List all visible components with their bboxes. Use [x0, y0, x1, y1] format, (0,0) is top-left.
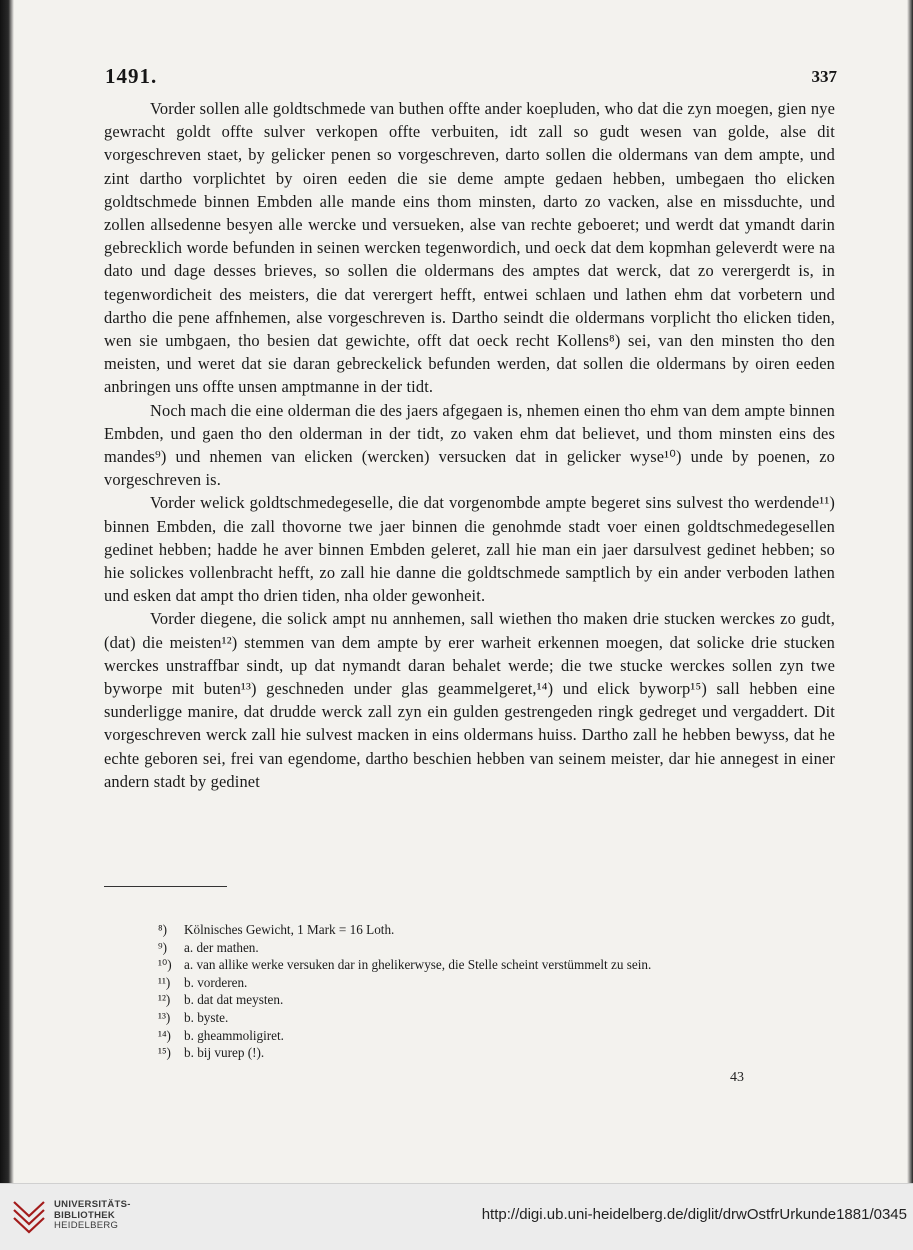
footnote-divider — [104, 886, 227, 887]
scan-edge-right — [907, 0, 913, 1183]
footnotes — [158, 921, 768, 1062]
footnote — [158, 956, 768, 974]
library-name-line: HEIDELBERG — [54, 1220, 119, 1231]
footnote — [158, 1009, 768, 1027]
body-text — [104, 97, 835, 793]
footnote-text: b. bij vurep (!). — [184, 1045, 265, 1061]
library-logo-icon — [10, 1196, 48, 1238]
paragraph: Vorder diegene, die solick ampt nu annhemen, sall wiethen tho maken drie stucken werckes zo gudt, (dat) die meisten¹²) stemmen van dem ampte by erer warheit erkennen moegen, dat solicke drie stucken werckes unstraffbar sindt, up dat nymandt daran behalet werde; die twe stucke werckes sollen zyn twe byworpe mit buten¹³) geschneden under glas geammelgeret,¹⁴) und elick byworp¹⁵) sall hebben eine sunderligge manire, dat drudde werck zall zyn ein gulden gestrengeden ringk gedreget und vergaddert. Dit vorgeschreven werck zall hie sulvest macken in eins oldermans huiss. Dartho zall he hebben bewyss, dat he echte geboren sei, frei van egendome, dartho beschien hebben van seinem meister, dar hie annegest in einer andern stadt by gedinet — [104, 609, 835, 791]
footnote-number: ¹²) — [158, 992, 171, 1008]
footnote-text: a. der mathen. — [184, 939, 259, 955]
library-name-line: BIBLIOTHEK — [54, 1209, 116, 1221]
footnote — [158, 1027, 768, 1045]
footnote — [158, 1044, 768, 1062]
footnote — [158, 921, 768, 939]
footnote — [158, 991, 768, 1009]
footnote-number: ⁹) — [158, 939, 167, 955]
paragraph: Vorder welick goldtschmedegeselle, die dat vorgenombde ampte begeret sins sulvest tho werdende¹¹) binnen Embden, die zall thovorne twe jaer binnen die genohmde stadt voer einen goldtschmedegesellen gedinet hebben; hadde he aver binnen Embden geleret, zall hie man ein jaer darsulvest gedinet hebben; so hie solickes vollenbracht hefft, zo zall hie danne die goldtschmede samptlich by ein ander verboden lathen und esken dat ampt tho drien tiden, nha older gewonheit. — [104, 493, 835, 606]
footnote-text: b. vorderen. — [184, 974, 248, 990]
footnote-text: Kölnisches Gewicht, 1 Mark = 16 Loth. — [184, 922, 395, 937]
footnote-number: ¹⁵) — [158, 1045, 171, 1061]
page-header — [105, 64, 837, 88]
footnote-number: ¹¹) — [158, 974, 171, 990]
viewer-footer — [0, 1183, 913, 1250]
library-name-line: UNIVERSITÄTS- — [54, 1199, 131, 1210]
footnote-number: ¹⁰) — [158, 957, 172, 973]
footnote-text: b. byste. — [184, 1009, 229, 1025]
footnote-number: ⁸) — [158, 922, 167, 937]
footnote-text: a. van allike werke versuken dar in ghelikerwyse, die Stelle scheint verstümmelt zu sein. — [184, 957, 652, 973]
scan-edge-left — [0, 0, 14, 1183]
footnote-number: ¹⁴) — [158, 1027, 171, 1043]
signature-mark: 43 — [730, 1070, 744, 1085]
header-year: 1491. — [105, 64, 158, 88]
library-name — [54, 1200, 131, 1232]
page-number: 337 — [811, 67, 837, 86]
footnote-text: b. gheammoligiret. — [184, 1027, 284, 1043]
footnote-number: ¹³) — [158, 1009, 171, 1025]
paragraph: Vorder sollen alle goldtschmede van buthen offte ander koepluden, who dat die zyn moegen, gien nye gewracht goldt offte sulver verkopen offte verbuiten, idt zall so gudt wesen van golde, alse dit vorgeschreven staet, by gelicker penen so vorgeschreven, darto sollen die oldermans van dem ampte, und zint dartho vorplichtet by oiren eeden die sie deme ampte gedaen hebben, umbegaen tho elicken goldtschmede binnen Embden alle mande eins thom minsten, darto zo vacken, alse en missduchte, und zollen allsedenne besyen alle wercke und versueken, alse van rechte geboeret; und werdt dat ymandt darin gebrecklich worde befunden in seinen wercken tegenwordich, und oeck dat dem kopmhan geleverdt were na dato und dage desses brieves, so sollen die oldermans des amptes dat werck, dat zo verergerdt is, in tegenwordicheit des meisters, die dat verergert hefft, entwei schlaen und lathen ehm dat vorbetern und dartho die pene affnhemen, alse vorgeschreven is. Dartho seindt die oldermans vorplicht tho elicken tiden, wen sie umbgaen, tho besien dat gewichte, offt dat oeck recht Kollens⁸) sei, van den minsten tho den meisten, und weret dat sie daran gebreckelick befunden werden, dat sollen die oldermans by oiren eeden anbringen uns offte unsen amptmanne in der tidt. — [104, 99, 835, 397]
footnote — [158, 974, 768, 992]
footnote-text: b. dat dat meysten. — [184, 992, 284, 1008]
paragraph: Noch mach die eine olderman die des jaers afgegaen is, nhemen einen tho ehm van dem ampte binnen Embden, und gaen tho den olderman in der tidt, zo vaken ehm dat believet, und thom minsten eins des mandes⁹) und nhemen van elicken (wercken) versucken dat in gelicker wyse¹⁰) unde by poenen, zo vorgeschreven is. — [104, 400, 835, 490]
permalink-url[interactable]: http://digi.ub.uni-heidelberg.de/diglit/drwOstfrUrkunde1881/0345 — [481, 1206, 907, 1223]
footnote — [158, 939, 768, 957]
